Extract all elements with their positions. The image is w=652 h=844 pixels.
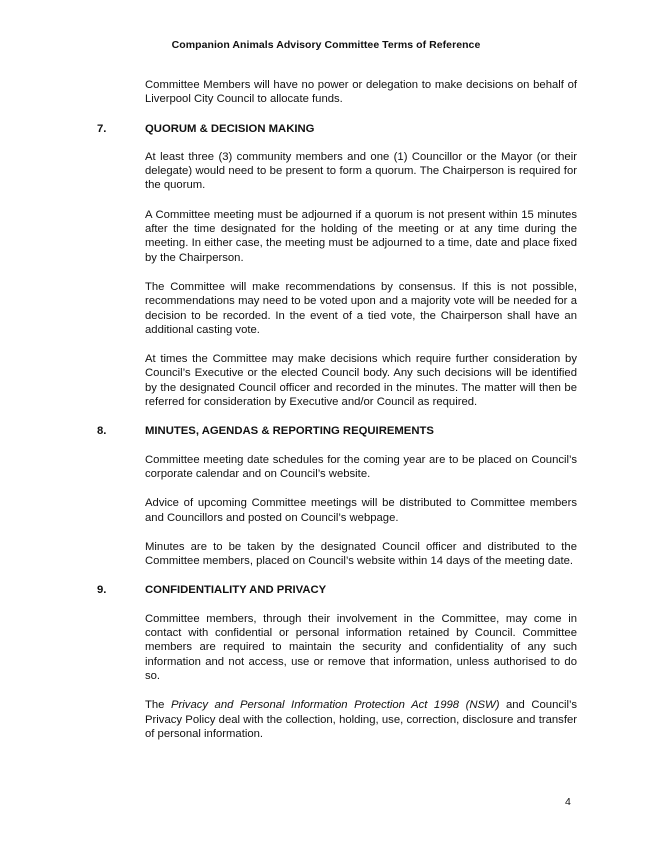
section-heading-8 <box>97 424 577 438</box>
document-header-title: Companion Animals Advisory Committee Terms of Reference <box>171 39 481 51</box>
section-8-paragraph-3: Minutes are to be taken by the designated Council officer and distributed to the Committee members, placed on Council’s website within 14 days of the meeting date. <box>145 540 577 568</box>
section-7-paragraph-2: A Committee meeting must be adjourned if a quorum is not present within 15 minutes after the time designated for the holding of the meeting or at any time during the meeting. In either case, the meeting must be adjourned to a time, date and place fixed by the Chairperson. <box>145 208 577 264</box>
section-title: CONFIDENTIALITY AND PRIVACY <box>145 584 327 597</box>
section-7-paragraph-1: At least three (3) community members and one (1) Councillor or the Mayor (or their delegate) would need to be present to form a quorum. The Chairperson is required for the quorum. <box>145 150 577 192</box>
section-heading-7 <box>97 122 577 136</box>
privacy-paragraph-prefix: The <box>145 699 171 712</box>
section-8-paragraph-1: Committee meeting date schedules for the coming year are to be placed on Council’s corporate calendar and on Council’s website. <box>145 453 577 480</box>
section-number: 9. <box>97 584 107 597</box>
section-heading-9 <box>97 583 577 597</box>
section-7-paragraph-3: The Committee will make recommendations by consensus. If this is not possible, recommendations may need to be voted upon and a majority vote will be needed for a decision to be recorded. In the event of a tied vote, the Chairperson shall have an additional casting vote. <box>145 280 577 336</box>
section-9-paragraph-1: Committee members, through their involvement in the Committee, may come in contact with confidential or personal information retained by Council. Committee members are required to maintain the security and confidentiality of any such information and not access, use or remove that information, unless authorised to do so. <box>145 612 577 682</box>
page-number: 4 <box>565 796 571 808</box>
section-title: MINUTES, AGENDAS & REPORTING REQUIREMENTS <box>145 425 434 438</box>
section-7-paragraph-4: At times the Committee may make decisions which require further consideration by Council’s Executive or the elected Council body. Any such decisions will be identified by the designated Council officer and recorded in the minutes. The matter will then be referred for consideration by Executive and/or Council as required. <box>145 353 577 409</box>
intro-paragraph: Committee Members will have no power or delegation to make decisions on behalf of Liverpool City Council to allocate funds. <box>145 79 577 106</box>
privacy-paragraph-suffix: and Council’s Privacy Policy deal with the collection, holding, use, correction, disclosure and transfer of personal information. <box>145 699 577 740</box>
section-8-paragraph-2: Advice of upcoming Committee meetings will be distributed to Committee members and Councillors and posted on Council’s webpage. <box>145 497 577 524</box>
section-number: 8. <box>97 425 107 438</box>
section-number: 7. <box>97 122 107 135</box>
section-9-privacy-paragraph <box>145 698 577 741</box>
privacy-act-name: Privacy and Personal Information Protection Act 1998 (NSW) <box>171 699 500 712</box>
section-title: QUORUM & DECISION MAKING <box>145 122 315 135</box>
document-body <box>97 78 577 756</box>
